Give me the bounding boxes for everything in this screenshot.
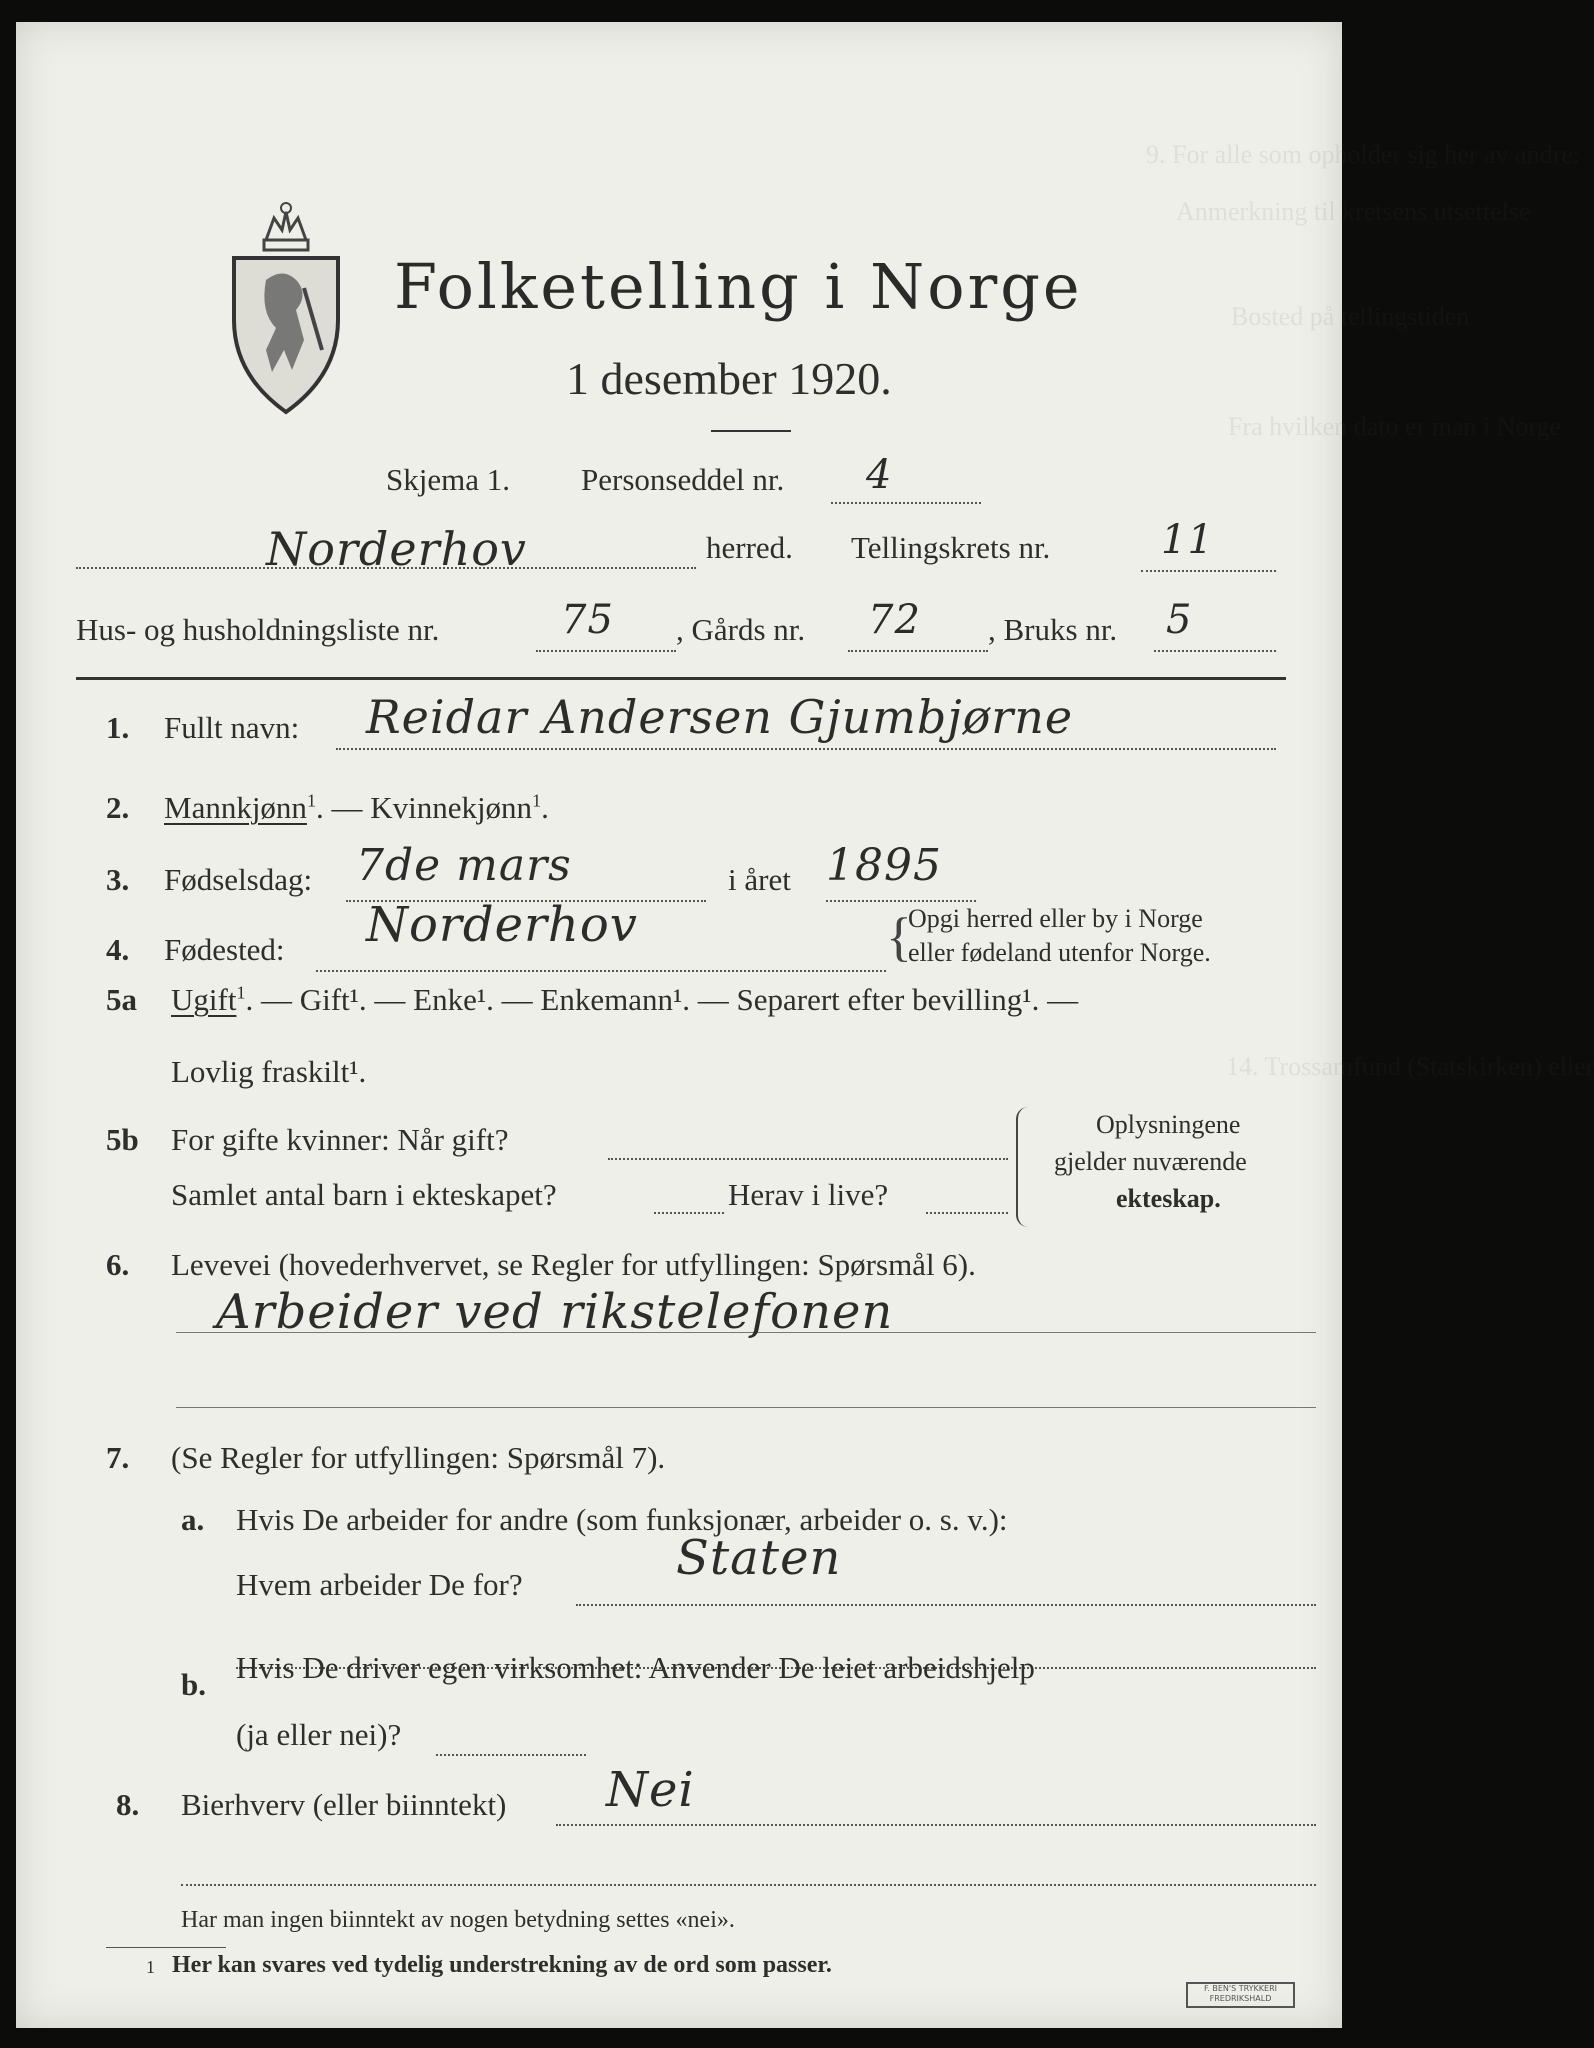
q5a-line2: Lovlig fraskilt¹. (171, 1054, 367, 1089)
person-number-label: Personseddel nr. (581, 462, 785, 497)
birthplace-line (316, 970, 886, 972)
occupation-line-2 (176, 1407, 1316, 1408)
footnote-text: Her kan svares ved tydelig understrekning av de ord som passer. (172, 1952, 832, 1978)
q5b-label-married: For gifte kvinner: Når gift? (171, 1122, 509, 1157)
printer-stamp: F. BEN'S TRYKKERI FREDRIKSHALD (1186, 1982, 1295, 2008)
q4-label: Fødested: (164, 932, 285, 967)
herred-label: herred. (706, 530, 793, 565)
hired-help-line (436, 1754, 586, 1756)
marriage-note-line3: ekteskap. (1116, 1184, 1221, 1213)
q6-number: 6. (106, 1247, 130, 1282)
tellingskrets-label: Tellingskrets nr. (851, 530, 1051, 565)
gards-label: , Gårds nr. (676, 612, 806, 647)
side-income-line (556, 1824, 1316, 1826)
birthplace-note-line1: Opgi herred eller by i Norge (908, 904, 1203, 933)
q3-label: Fødselsdag: (164, 862, 313, 897)
birthday-value: 7de mars (356, 840, 572, 891)
gender-female: Kvinnekjønn (370, 790, 533, 825)
show-through-text: Bosted på tellingstiden (1231, 302, 1470, 331)
q7a-letter: a. (181, 1502, 205, 1537)
birth-year-line (826, 900, 976, 902)
tellingskrets-value: 11 (1161, 517, 1214, 563)
married-date-line (608, 1158, 1008, 1160)
show-through-text: Fra hvilken dato er man i Norge (1228, 412, 1562, 441)
schema-label: Skjema 1. (386, 462, 510, 497)
census-form-sheet (16, 22, 1594, 2028)
form-title: Folketelling i Norge (394, 250, 1083, 323)
year-label: i året (728, 862, 791, 897)
header-rule (711, 430, 791, 432)
q7-label: (Se Regler for utfyllingen: Spørsmål 7). (171, 1440, 666, 1475)
employer-line (576, 1604, 1316, 1606)
person-number-line (831, 502, 981, 504)
marriage-note-brace (1016, 1107, 1032, 1227)
q7a-label: Hvis De arbeider for andre (som funksjonær, arbeider o. s. v.): (236, 1502, 1008, 1537)
household-list-label: Hus- og husholdningsliste nr. (76, 612, 440, 647)
footnote-rule (106, 1947, 226, 1948)
gender-male-underlined: Mannkjønn (164, 790, 307, 825)
show-through-text: 9. For alle som opholder sig her av andre: (1146, 140, 1580, 169)
birthplace-note-brace: { (886, 907, 912, 967)
q1-label: Fullt navn: (164, 710, 300, 745)
q7b-letter: b. (181, 1667, 206, 1702)
q2-number: 2. (106, 790, 130, 825)
q1-line (336, 748, 1276, 750)
header-divider (76, 677, 1286, 680)
full-name-value: Reidar Andersen Gjumbjørne (366, 690, 1074, 744)
birthplace-value: Norderhov (366, 897, 638, 953)
q7b-label: Hvis De driver egen virksomhet: Anvender De leiet arbeidshjelp (236, 1650, 1035, 1685)
marriage-note-line1: Oplysningene (1096, 1110, 1241, 1139)
q5b-label-alive: Herav i live? (728, 1177, 889, 1212)
q5a-text: Ugift$^1$. — Gift¹. — Enke¹. — Enkemann¹. — Separert efter bevilling¹. — (171, 982, 1079, 1017)
tellingskrets-line (1141, 570, 1276, 572)
q8-label: Bierhverv (eller biinntekt) (181, 1787, 507, 1822)
birthplace-note-line2: eller fødeland utenfor Norge. (908, 938, 1211, 967)
alive-line (926, 1212, 1008, 1214)
occupation-value: Arbeider ved rikstelefonen (216, 1284, 894, 1340)
q1-number: 1. (106, 710, 130, 745)
bruks-line (1154, 650, 1276, 652)
marriage-note-line2: gjelder nuværende (1054, 1147, 1247, 1176)
q7b-question: (ja eller nei)? (236, 1717, 402, 1752)
gards-line (848, 650, 988, 652)
herred-value: Norderhov (266, 522, 527, 576)
show-through-text: 14. Trossamfund (Statskirken) eller (1226, 1052, 1594, 1081)
household-list-value: 75 (561, 597, 614, 643)
census-date: 1 desember 1920. (566, 353, 892, 404)
q5a-number: 5a (106, 982, 137, 1017)
show-through-text: Anmerkning til kretsens utsettelse (1176, 197, 1531, 226)
gards-value: 72 (868, 597, 921, 643)
birth-year-value: 1895 (826, 840, 942, 891)
q2-text: Mannkjønn$^1$. — Kvinnekjønn$^1$. (164, 790, 549, 825)
no-income-note: Har man ingen biinntekt av nogen betydning settes «nei». (181, 1907, 735, 1933)
children-line (654, 1212, 724, 1214)
q7a-question: Hvem arbeider De for? (236, 1567, 523, 1602)
bruks-label: , Bruks nr. (988, 612, 1118, 647)
person-number-value: 4 (866, 452, 893, 498)
norwegian-coat-of-arms-icon (226, 200, 346, 420)
household-list-line (536, 650, 676, 652)
q5b-label-children: Samlet antal barn i ekteskapet? (171, 1177, 557, 1212)
q5b-number: 5b (106, 1122, 139, 1157)
q4-number: 4. (106, 932, 130, 967)
q7-number: 7. (106, 1440, 130, 1475)
side-income-value: Nei (606, 1762, 695, 1818)
employer-value: Staten (676, 1530, 842, 1586)
q6-label: Levevei (hovederhvervet, se Regler for utfyllingen: Spørsmål 6). (171, 1247, 976, 1282)
q8-number: 8. (116, 1787, 140, 1822)
q3-number: 3. (106, 862, 130, 897)
marital-ugift-underlined: Ugift (171, 982, 237, 1017)
bruks-value: 5 (1166, 597, 1193, 643)
footnote-mark: 1 (146, 1957, 155, 1977)
side-income-line-2 (181, 1884, 1316, 1886)
